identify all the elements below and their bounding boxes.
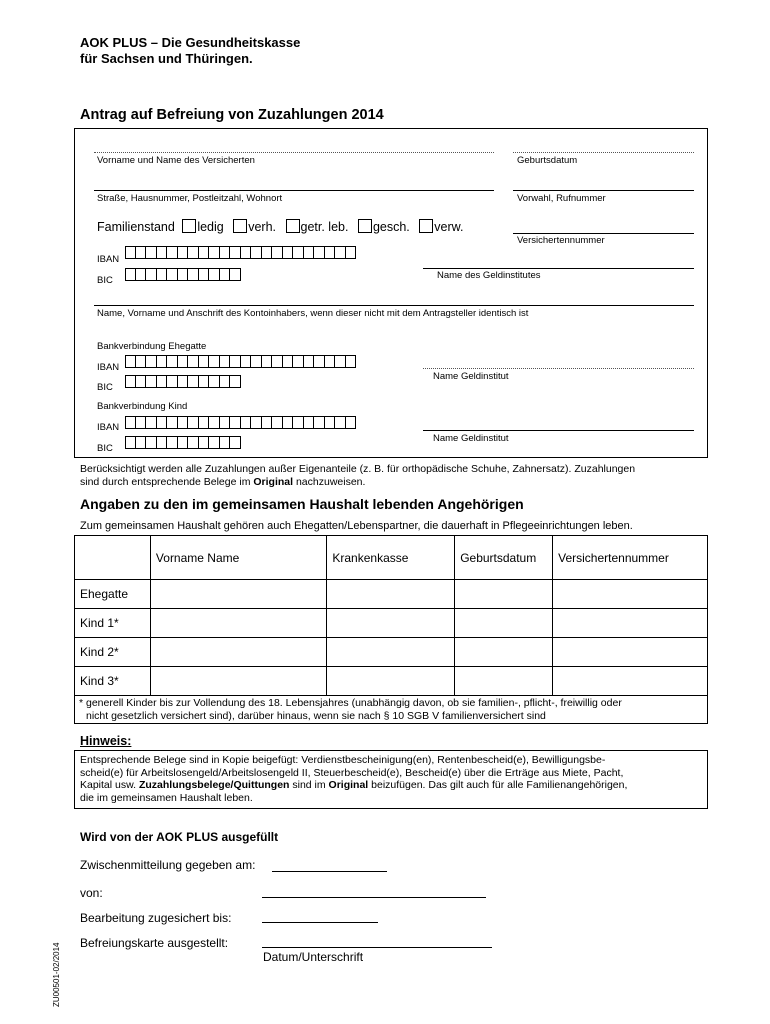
household-table — [74, 535, 708, 724]
bic-label: BIC — [97, 275, 113, 286]
hinweis-line4: die im gemeinsamen Haushalt leben. — [80, 791, 253, 804]
hinweis-line2: scheid(e) für Arbeitslosengeld/Arbeitslosengeld II, Steuerbescheid(e), Bescheid(e) über die Erträge aus Miete, Pacht, — [80, 766, 624, 779]
option-getr-leb: getr. leb. — [300, 220, 349, 234]
table-cell[interactable] — [455, 667, 553, 696]
checkbox-getr-leb[interactable] — [286, 219, 300, 233]
phone-field-line[interactable] — [513, 190, 694, 191]
form-code: ZU00501-02/2014 — [52, 942, 61, 1007]
table-cell[interactable] — [327, 609, 455, 638]
hinweis-heading: Hinweis: — [80, 734, 132, 748]
hinweis-original: Original — [328, 779, 369, 791]
copayment-note-line2a: sind durch entsprechende Belege im — [80, 475, 254, 488]
insurance-no-field-line[interactable] — [513, 233, 694, 234]
table-cell[interactable] — [455, 580, 553, 609]
table-cell[interactable] — [455, 638, 553, 667]
table-cell[interactable] — [553, 609, 708, 638]
table-cell[interactable] — [327, 580, 455, 609]
account-holder-label: Name, Vorname und Anschrift des Kontoinhabers, wenn dieser nicht mit dem Antragsteller identisch ist — [97, 308, 529, 319]
row-label-ehegatte: Ehegatte — [75, 580, 151, 609]
hinweis-line1: Entsprechende Belege sind in Kopie beigefügt: Verdienstbescheinigung(en), Rentenbescheid(e), Bewilligungsbe- — [80, 754, 606, 766]
signature-field-line[interactable] — [262, 947, 492, 948]
interim-field-line[interactable] — [272, 871, 387, 872]
signature-label: Datum/Unterschrift — [263, 950, 364, 964]
copayment-note-original: Original — [253, 475, 294, 488]
table-cell[interactable] — [150, 580, 326, 609]
option-ledig: ledig — [197, 220, 224, 234]
familienstand-label: Familienstand — [97, 220, 175, 234]
bank-name-field-line[interactable] — [423, 268, 694, 269]
hinweis-box — [74, 750, 708, 809]
footnote-row — [75, 696, 708, 724]
footnote-line1: * generell Kinder bis zur Vollendung des 18. Lebensjahres (unabhängig davon, ob sie familien-, pflicht-, freiwillig oder — [79, 697, 622, 709]
checkbox-verw[interactable] — [419, 219, 433, 233]
table-cell[interactable] — [553, 638, 708, 667]
insurance-no-label: Versichertennummer — [517, 235, 605, 246]
table-row — [75, 667, 708, 696]
spouse-iban-input[interactable] — [125, 355, 356, 368]
table-row — [75, 638, 708, 667]
checkbox-gesch[interactable] — [358, 219, 372, 233]
hinweis-receipts: Zuzahlungsbelege/Quittungen — [138, 779, 290, 791]
name-label: Vorname und Name des Versicherten — [97, 155, 255, 166]
table-cell[interactable] — [553, 580, 708, 609]
spouse-bank-label: Bankverbindung Ehegatte — [97, 341, 207, 352]
spouse-bic-label: BIC — [97, 382, 113, 393]
child-bank-name-field-line[interactable] — [423, 430, 694, 431]
table-cell[interactable] — [553, 667, 708, 696]
checkbox-ledig[interactable] — [182, 219, 196, 233]
processing-field-line[interactable] — [262, 922, 378, 923]
bic-input[interactable] — [125, 268, 241, 281]
address-label: Straße, Hausnummer, Postleitzahl, Wohnort — [97, 193, 283, 204]
processing-label: Bearbeitung zugesichert bis: — [80, 911, 232, 925]
phone-label: Vorwahl, Rufnummer — [517, 193, 606, 204]
row-label-kind1: Kind 1* — [75, 609, 151, 638]
dob-field-line[interactable] — [513, 152, 694, 153]
table-cell[interactable] — [327, 667, 455, 696]
spouse-bank-name-label: Name Geldinstitut — [433, 371, 509, 382]
table-cell[interactable] — [150, 609, 326, 638]
name-field-line[interactable] — [94, 152, 494, 153]
from-label: von: — [80, 886, 103, 900]
table-cell[interactable] — [150, 638, 326, 667]
interim-label: Zwischenmitteilung gegeben am: — [80, 858, 256, 872]
table-cell[interactable] — [150, 667, 326, 696]
hinweis-line3a: Kapital usw. — [80, 779, 139, 791]
copayment-note — [80, 463, 710, 488]
from-field-line[interactable] — [262, 897, 486, 898]
col-krankenkasse: Krankenkasse — [327, 536, 455, 580]
col-versichertennummer: Versichertennummer — [553, 536, 708, 580]
table-header-row — [75, 536, 708, 580]
row-label-kind3: Kind 3* — [75, 667, 151, 696]
child-bank-name-label: Name Geldinstitut — [433, 433, 509, 444]
table-row — [75, 609, 708, 638]
copayment-note-line2b: nachzuweisen. — [293, 475, 366, 488]
address-field-line[interactable] — [94, 190, 494, 191]
option-gesch: gesch. — [372, 220, 410, 234]
hinweis-line3b: sind im — [289, 779, 329, 791]
familienstand-row — [97, 219, 463, 234]
table-cell[interactable] — [327, 638, 455, 667]
row-label-kind2: Kind 2* — [75, 638, 151, 667]
footnote-cell — [75, 696, 708, 724]
hinweis-line3c: beizufügen. Das gilt auch für alle Familienangehörigen, — [368, 779, 628, 791]
spouse-bank-name-field-line[interactable] — [423, 368, 694, 369]
table-header-cell — [75, 536, 151, 580]
household-heading: Angaben zu den im gemeinsamen Haushalt lebenden Angehörigen — [80, 496, 524, 512]
col-vorname-name: Vorname Name — [150, 536, 326, 580]
option-verw: verw. — [434, 220, 464, 234]
office-heading: Wird von der AOK PLUS ausgefüllt — [80, 830, 279, 844]
child-iban-label: IBAN — [97, 422, 120, 433]
spouse-bic-input[interactable] — [125, 375, 241, 388]
account-holder-field-line[interactable] — [94, 305, 694, 306]
copayment-note-line1: Berücksichtigt werden alle Zuzahlungen außer Eigenanteile (z. B. für orthopädische Schuhe, Zahnersatz). Zuzahlungen — [80, 463, 636, 475]
bank-name-label: Name des Geldinstitutes — [437, 270, 541, 281]
iban-input[interactable] — [125, 246, 356, 259]
dob-label: Geburtsdatum — [517, 155, 578, 166]
child-bic-input[interactable] — [125, 436, 241, 449]
child-bank-label: Bankverbindung Kind — [97, 401, 188, 412]
spouse-iban-label: IBAN — [97, 362, 120, 373]
footnote-line2: nicht gesetzlich versichert sind), darüber hinaus, wenn sie nach § 10 SGB V familienversichert sind — [86, 709, 546, 722]
org-name-line1: AOK PLUS – Die Gesundheitskasse — [80, 35, 301, 50]
table-cell[interactable] — [455, 609, 553, 638]
org-name-line2: für Sachsen und Thüringen. — [80, 51, 253, 66]
table-row — [75, 580, 708, 609]
checkbox-verh[interactable] — [233, 219, 247, 233]
col-geburtsdatum: Geburtsdatum — [455, 536, 553, 580]
household-intro: Zum gemeinsamen Haushalt gehören auch Ehegatten/Lebenspartner, die dauerhaft in Pflegeeinrichtungen leben. — [80, 520, 633, 532]
iban-label: IBAN — [97, 254, 120, 265]
child-bic-label: BIC — [97, 443, 113, 454]
option-verh: verh. — [248, 220, 277, 234]
card-issued-label: Befreiungskarte ausgestellt: — [80, 936, 229, 950]
form-title: Antrag auf Befreiung von Zuzahlungen 2014 — [80, 107, 384, 123]
child-iban-input[interactable] — [125, 416, 356, 429]
